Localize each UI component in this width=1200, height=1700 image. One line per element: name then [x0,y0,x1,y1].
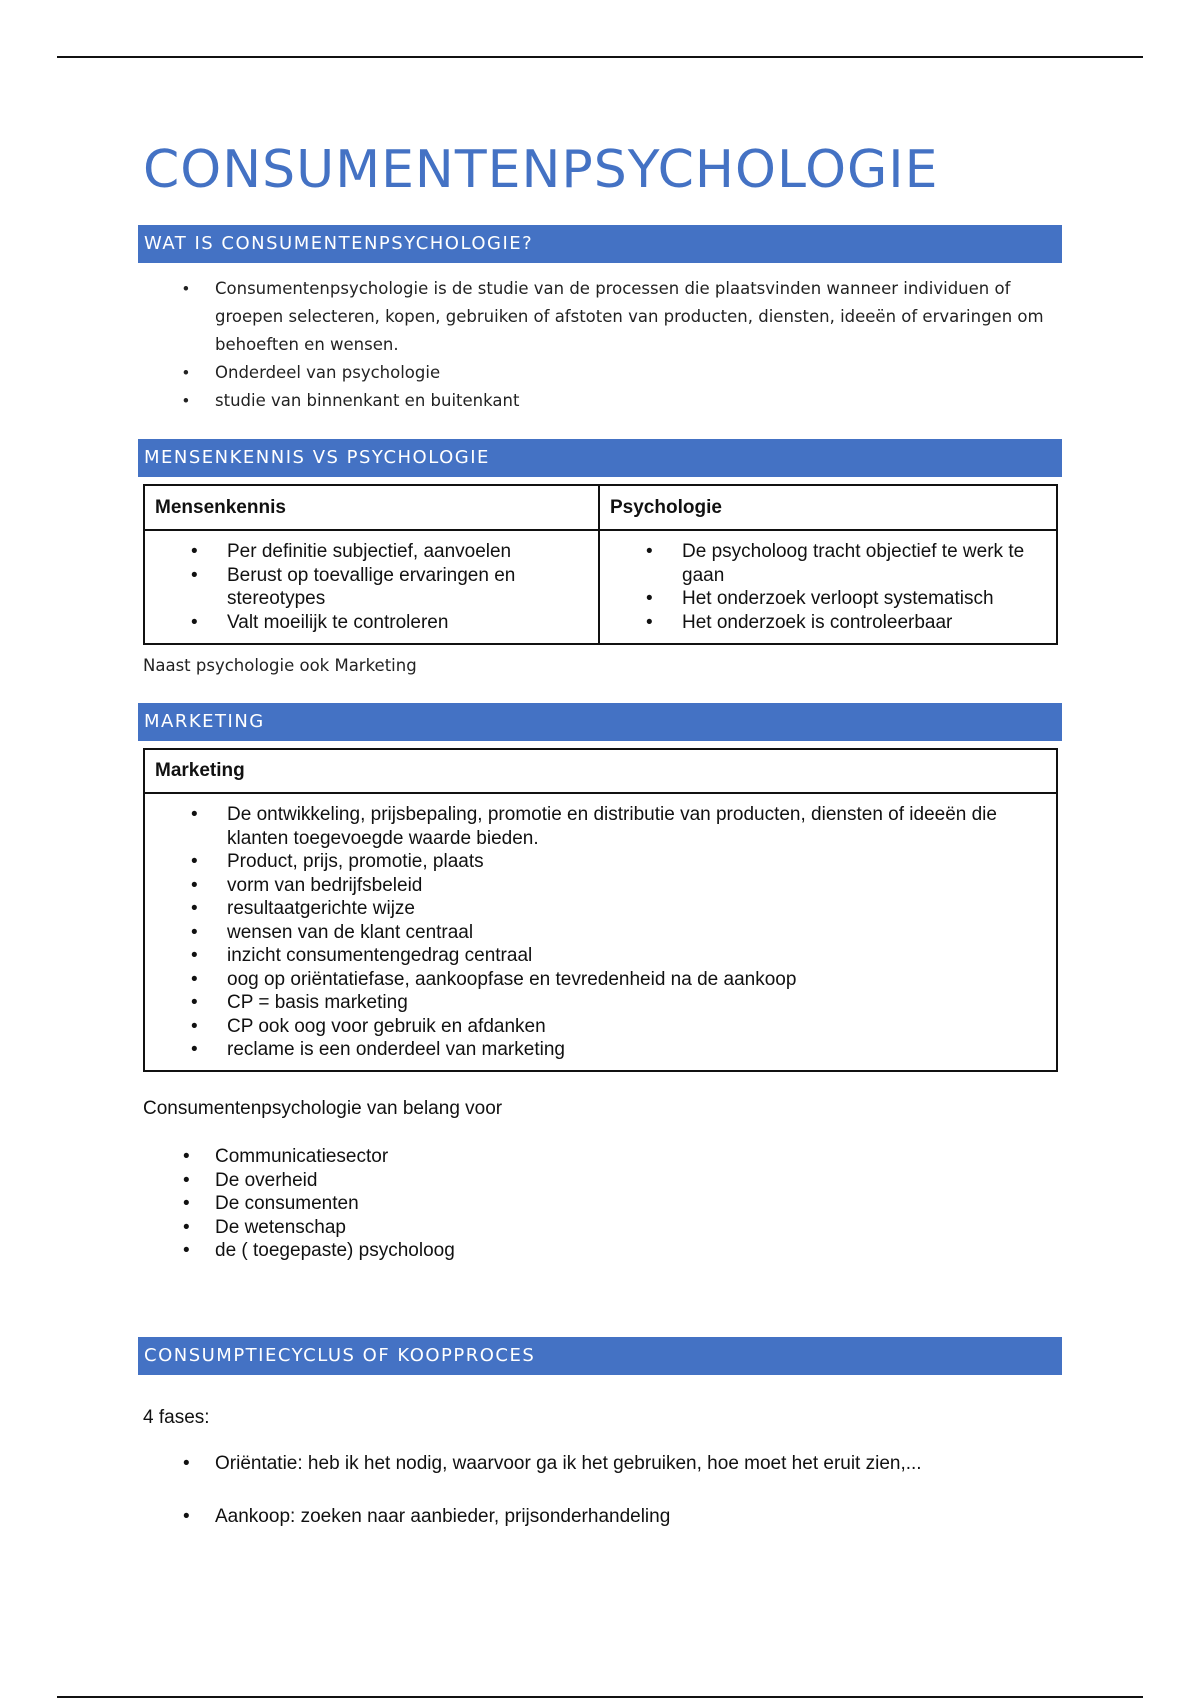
comparison-table [143,484,1058,645]
list-item: • Communicatiesector [143,1145,743,1169]
bottom-rule [57,1696,1143,1698]
list-item: • Het onderzoek is controleerbaar [600,611,1048,635]
fases-intro: 4 fases: [143,1407,210,1428]
list-item: • De consumenten [143,1192,743,1216]
list-item: • Per definitie subjectief, aanvoelen [145,540,558,564]
table-header-psychologie: Psychologie [610,496,722,518]
section-heading-consumptiecyclus: CONSUMPTIECYCLUS OF KOOPPROCES [138,1337,1062,1375]
list-item: • Product, prijs, promotie, plaats [145,850,1044,874]
table-header-mensenkennis: Mensenkennis [145,486,600,529]
list-item: • Berust op toevallige ervaringen en stereotypes [145,564,558,611]
list-item: • reclame is een onderdeel van marketing [145,1038,1044,1062]
list-item: • studie van binnenkant en buitenkant [143,387,1063,415]
list-item: • CP = basis marketing [145,991,1044,1015]
list-item: • vorm van bedrijfsbeleid [145,874,1044,898]
mensenkennis-cell [145,531,600,643]
list-item: • CP ook oog voor gebruik en afdanken [145,1015,1044,1039]
belang-list [143,1145,743,1263]
list-item: • oog op oriëntatiefase, aankoopfase en tevredenheid na de aankoop [145,968,1044,992]
list-item: • De psycholoog tracht objectief te werk te gaan [600,540,1048,587]
list-item: • De overheid [143,1169,743,1193]
list-item: • Aankoop: zoeken naar aanbieder, prijsonderhandeling [143,1505,1063,1529]
list-item: • De ontwikkeling, prijsbepaling, promotie en distributie van producten, diensten of ideeën die klanten toegevoegde waarde bieden. [145,803,1044,850]
marketing-note: Naast psychologie ook Marketing [143,656,417,675]
section-heading-wat-is: WAT IS CONSUMENTENPSYCHOLOGIE? [138,225,1062,263]
psychologie-cell [600,531,1056,643]
definition-list [143,275,1063,415]
list-item: • de ( toegepaste) psycholoog [143,1239,743,1263]
top-rule [57,56,1143,58]
marketing-table [143,748,1058,1072]
document-title: CONSUMENTENPSYCHOLOGIE [143,140,939,200]
fases-list [143,1452,1063,1528]
list-item: • resultaatgerichte wijze [145,897,1044,921]
list-item: • inzicht consumentengedrag centraal [145,944,1044,968]
section-heading-marketing: MARKETING [138,703,1062,741]
belang-intro: Consumentenpsychologie van belang voor [143,1098,503,1119]
list-item: • Valt moeilijk te controleren [145,611,558,635]
table-header-marketing: Marketing [145,750,1056,794]
list-item: • Consumentenpsychologie is de studie van de processen die plaatsvinden wanneer individuen of groepen selecteren, kopen, gebruiken of afstoten van producten, diensten, ideeën of ervaringen om behoeften en wensen. [143,275,1063,359]
marketing-cell [145,794,1056,1062]
list-item: • wensen van de klant centraal [145,921,1044,945]
list-item: • Oriëntatie: heb ik het nodig, waarvoor ga ik het gebruiken, hoe moet het eruit zien,... [143,1452,1063,1476]
list-item: • Het onderzoek verloopt systematisch [600,587,1048,611]
section-heading-mensenkennis: MENSENKENNIS VS PSYCHOLOGIE [138,439,1062,477]
list-item: • De wetenschap [143,1216,743,1240]
list-item: • Onderdeel van psychologie [143,359,1063,387]
